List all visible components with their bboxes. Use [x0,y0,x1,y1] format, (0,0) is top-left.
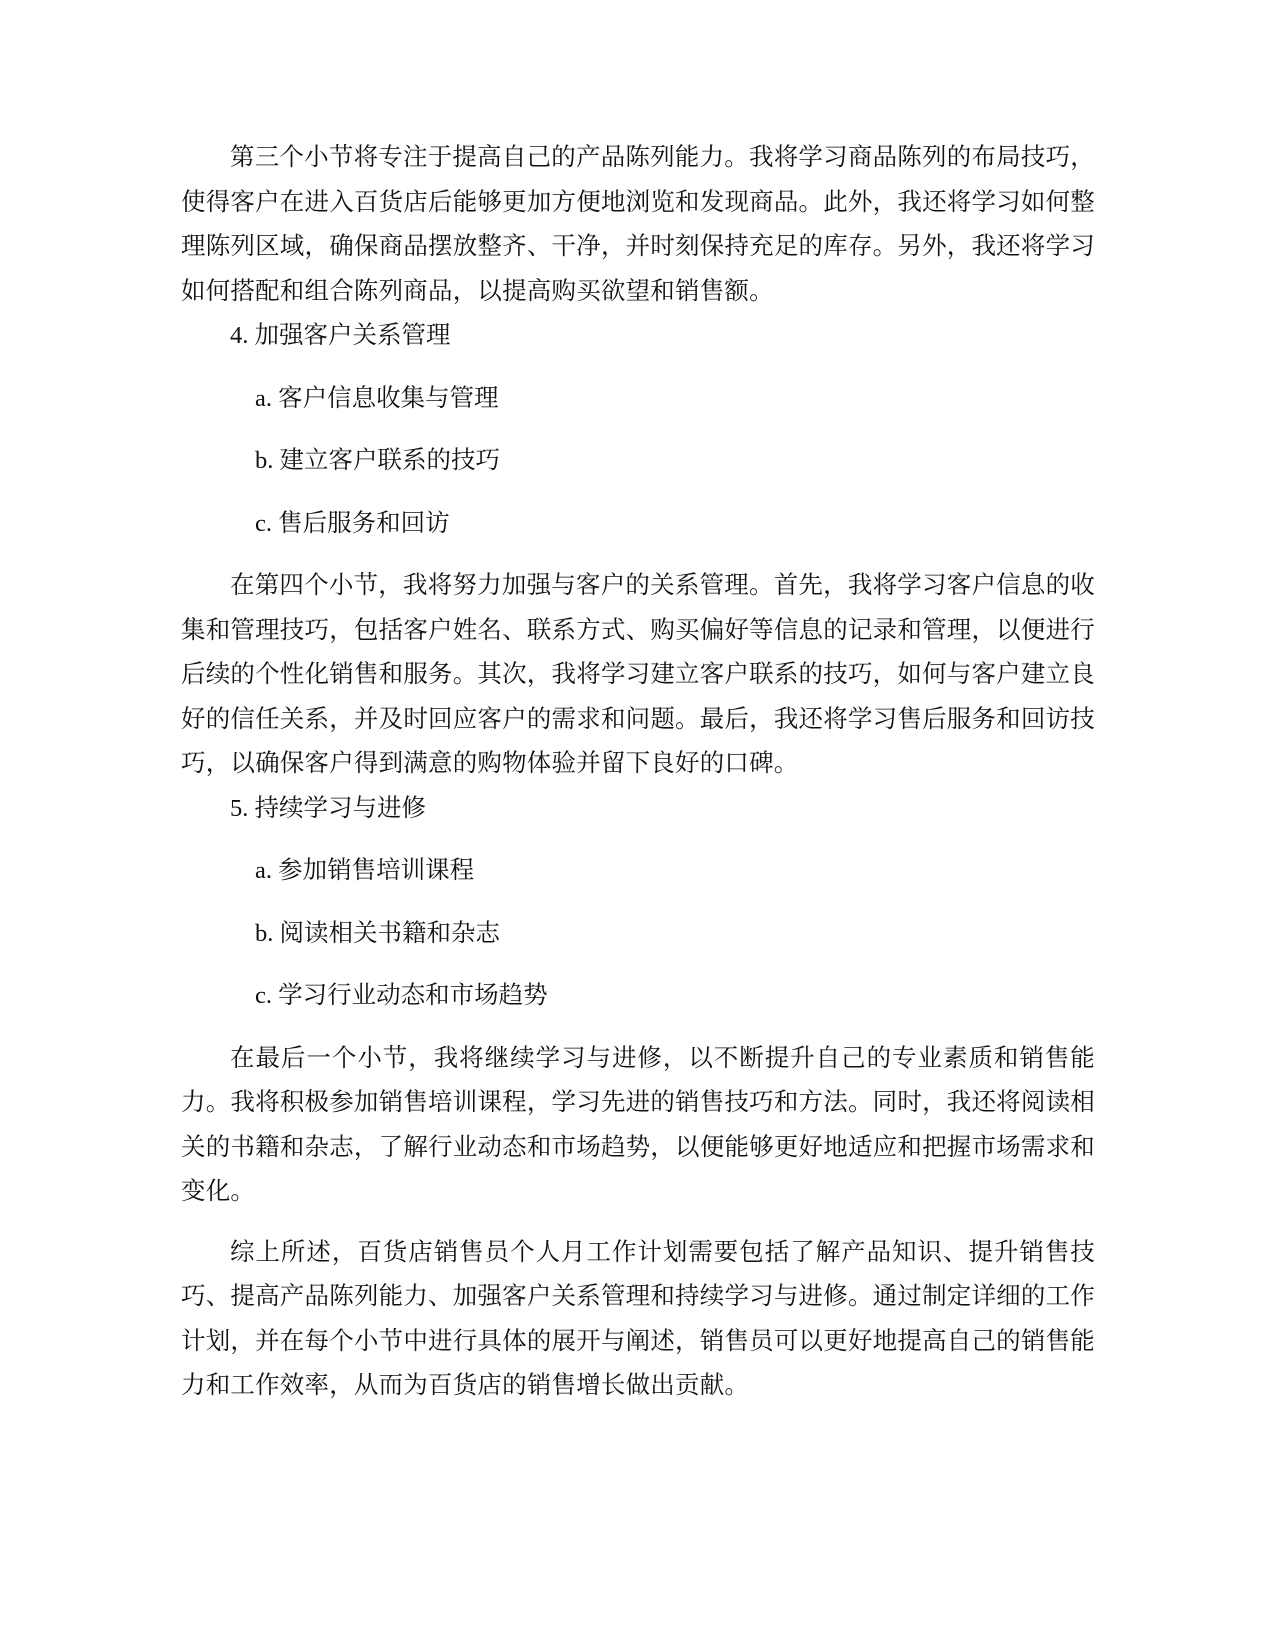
document-page [181,136,1095,1409]
paragraph-product-display: 第三个小节将专注于提高自己的产品陈列能力。我将学习商品陈列的布局技巧，使得客户在进入百货店后能够更加方便地浏览和发现商品。此外，我还将学习如何整理陈列区域，确保商品摆放整齐、干净，并时刻保持充足的库存。另外，我还将学习如何搭配和组合陈列商品，以提高购买欲望和销售额。 [181,144,1095,305]
list-item: b. 阅读相关书籍和杂志 [255,919,500,947]
list-item: b. 建立客户联系的技巧 [255,447,500,474]
section-heading-customer-relations: 4. 加强客户关系管理 [230,322,451,349]
paragraph-continuous-learning: 在最后一个小节，我将继续学习与进修，以不断提升自己的专业素质和销售能力。我将积极参加销售培训课程，学习先进的销售技巧和方法。同时，我还将阅读相关的书籍和杂志，了解行业动态和市场趋势，以便能够更好地适应和把握市场需求和变化。 [181,1044,1095,1205]
list-item: a. 参加销售培训课程 [255,857,475,884]
paragraph-customer-relations: 在第四个小节，我将努力加强与客户的关系管理。首先，我将学习客户信息的收集和管理技巧，包括客户姓名、联系方式、购买偏好等信息的记录和管理，以便进行后续的个性化销售和服务。其次，我将学习建立客户联系的技巧，如何与客户建立良好的信任关系，并及时回应客户的需求和问题。最后，我还将学习售后服务和回访技巧，以确保客户得到满意的购物体验并留下良好的口碑。 [181,572,1095,777]
list-item: c. 学习行业动态和市场趋势 [255,982,548,1009]
list-item: a. 客户信息收集与管理 [255,384,499,412]
paragraph-summary: 综上所述，百货店销售员个人月工作计划需要包括了解产品知识、提升销售技巧、提高产品陈列能力、加强客户关系管理和持续学习与进修。通过制定详细的工作计划，并在每个小节中进行具体的展开与阐述，销售员可以更好地提高自己的销售能力和工作效率，从而为百货店的销售增长做出贡献。 [181,1238,1095,1399]
section-heading-continuous-learning: 5. 持续学习与进修 [230,794,426,822]
list-item: c. 售后服务和回访 [255,509,450,537]
